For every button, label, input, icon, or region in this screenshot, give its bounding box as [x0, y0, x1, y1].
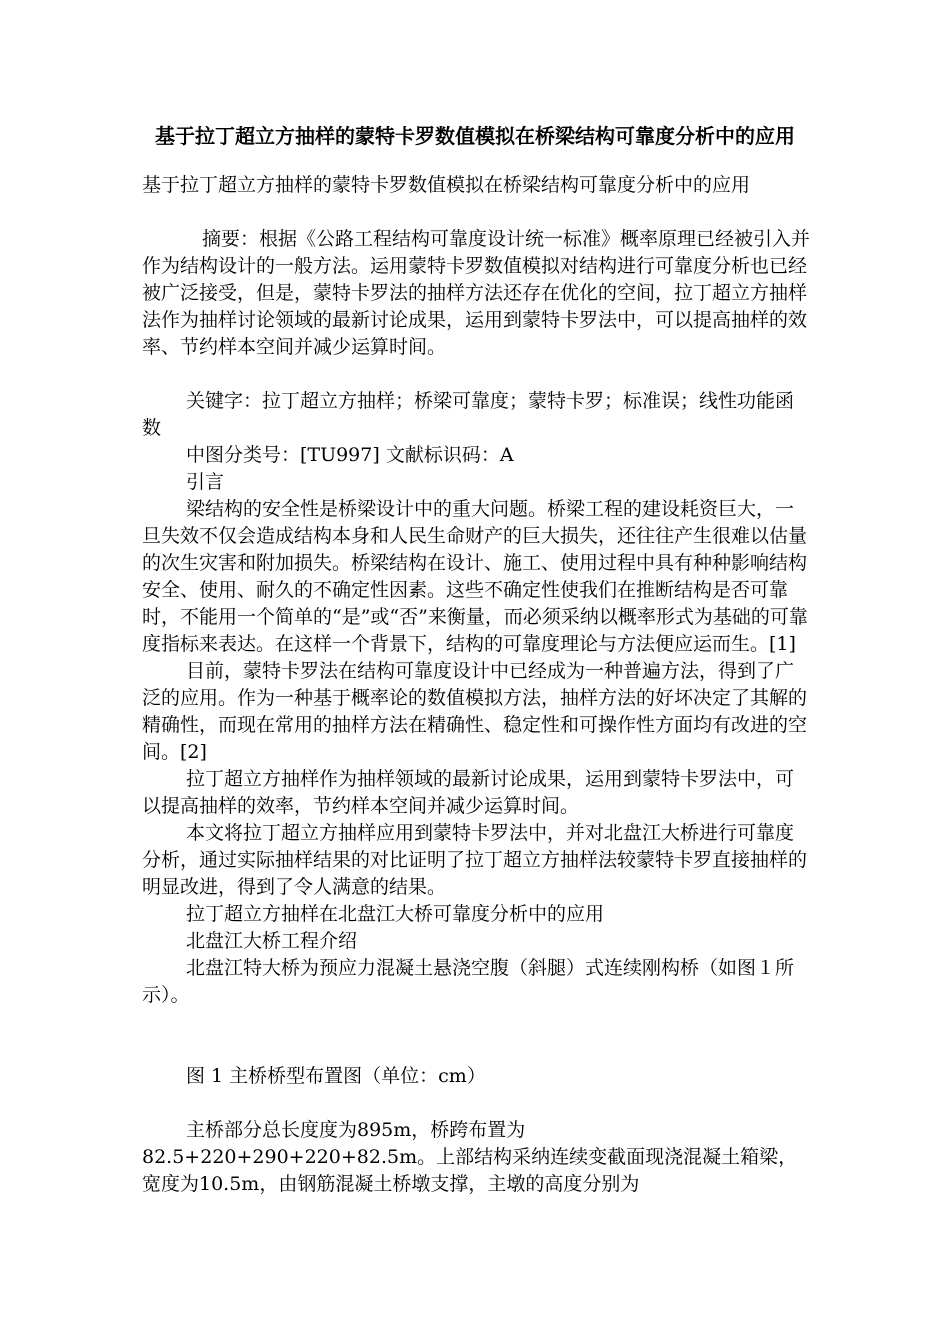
bridge-intro-paragraph: 北盘江特大桥为预应力混凝土悬浇空腹（斜腿）式连续刚构桥（如图１所示）。: [142, 957, 795, 1006]
document-subtitle: 基于拉丁超立方抽样的蒙特卡罗数值模拟在桥梁结构可靠度分析中的应用: [142, 174, 751, 196]
section-heading: 拉丁超立方抽样在北盘江大桥可靠度分析中的应用: [186, 903, 605, 925]
intro-paragraph-4: 本文将拉丁超立方抽样应用到蒙特卡罗法中，并对北盘江大桥进行可靠度分析，通过实际抽样结果的对比证明了拉丁超立方抽样法较蒙特卡罗直接抽样的明显改进，得到了令人满意的结果。: [142, 822, 808, 898]
abstract-paragraph: 摘要：根据《公路工程结构可靠度设计统一标准》概率原理已经被引入并作为结构设计的一般方法。运用蒙特卡罗数值模拟对结构进行可靠度分析也已经被广泛接受，但是，蒙特卡罗法的抽样方法还存在优化的空间，拉丁超立方抽样法作为抽样讨论领域的最新讨论成果，运用到蒙特卡罗法中，可以提高抽样的效率、节约样本空间并减少运算时间。: [142, 228, 811, 358]
subsection-heading: 北盘江大桥工程介绍: [186, 930, 358, 952]
document-title: 基于拉丁超立方抽样的蒙特卡罗数值模拟在桥梁结构可靠度分析中的应用: [155, 124, 795, 148]
figure-caption: 图 1 主桥桥型布置图（单位：cm）: [186, 1065, 486, 1087]
intro-paragraph-2: 目前，蒙特卡罗法在结构可靠度设计中已经成为一种普遍方法，得到了广泛的应用。作为一种基于概率论的数值模拟方法，抽样方法的好坏决定了其解的精确性，而现在常用的抽样方法在精确性、稳定性和可操作性方面均有改进的空间。[2]: [142, 660, 808, 763]
document-body: [142, 172, 810, 1198]
intro-paragraph-3: 拉丁超立方抽样作为抽样领域的最新讨论成果，运用到蒙特卡罗法中，可以提高抽样的效率，节约样本空间并减少运算时间。: [142, 768, 795, 817]
intro-heading: 引言: [186, 471, 225, 493]
bridge-span-paragraph: 82.5+220+290+220+82.5m。上部结构采纳连续变截面现浇混凝土箱梁，宽度为10.5m，由钢筋混凝土桥墩支撑，主墩的高度分别为: [142, 1146, 798, 1195]
intro-paragraph-1: 梁结构的安全性是桥梁设计中的重大问题。桥梁工程的建设耗资巨大，一旦失效不仅会造成结构本身和人民生命财产的巨大损失，还往往产生很难以估量的次生灾害和附加损失。桥梁结构在设计、施工、使用过程中具有种种影响结构安全、使用、耐久的不确定性因素。这些不确定性使我们在推断结构是否可靠时，不能用一个简单的“是”或“否”来衡量，而必须采纳以概率形式为基础的可靠度指标来表达。在这样一个背景下，结构的可靠度理论与方法便应运而生。[1]: [142, 498, 808, 655]
bridge-length-line: 主桥部分总长度度为895m，桥跨布置为: [186, 1119, 526, 1141]
classification-line: 中图分类号：[TU997] 文献标识码：A: [186, 444, 514, 466]
keywords-paragraph: 关键字：拉丁超立方抽样；桥梁可靠度；蒙特卡罗；标准误；线性功能函数: [142, 390, 795, 439]
